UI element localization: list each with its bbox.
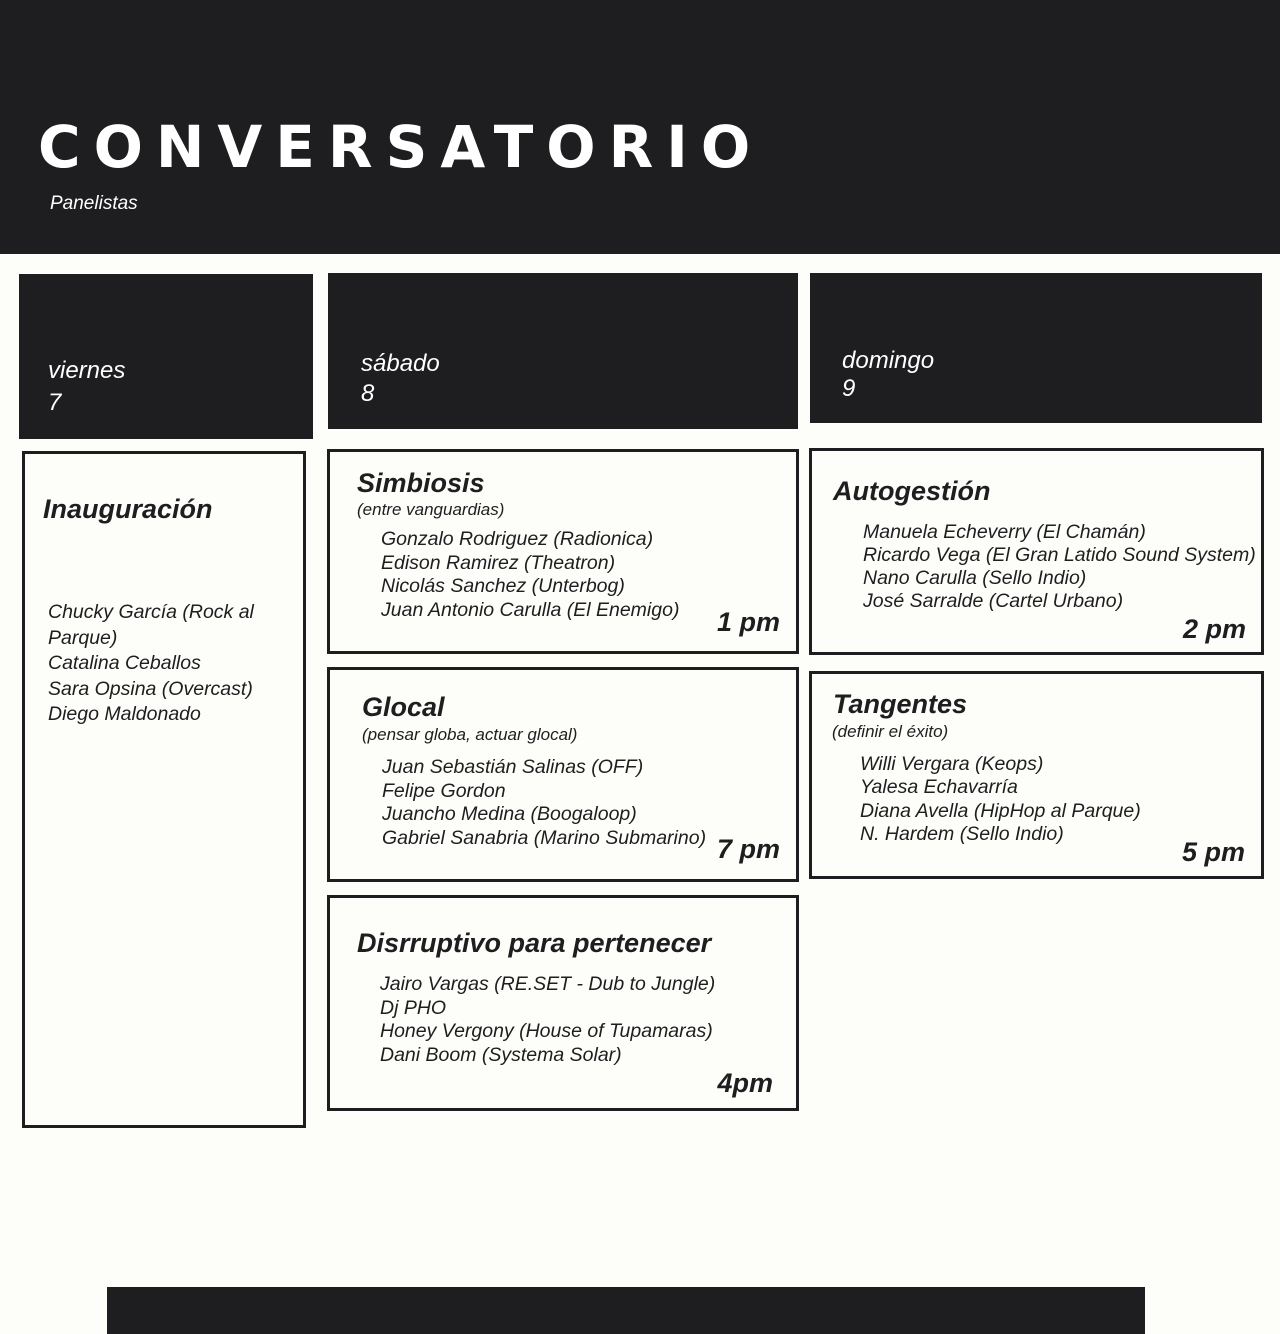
panelist: Catalina Ceballos	[48, 652, 201, 674]
panelist-list	[863, 521, 1256, 613]
panelist: Dj PHO	[380, 996, 447, 1019]
session-title: Tangentes	[833, 689, 968, 719]
day-name: viernes	[48, 357, 126, 384]
panelist-list	[382, 756, 706, 851]
session-glocal	[327, 667, 799, 882]
panelist: Nicolás Sanchez (Unterbog)	[381, 575, 625, 598]
panelist-list	[48, 600, 254, 728]
session-title: Glocal	[362, 692, 445, 722]
session-title: Inauguración	[43, 494, 213, 524]
day-header-sunday	[810, 273, 1262, 423]
panelist: Gonzalo Rodriguez (Radionica)	[381, 528, 654, 550]
day-header-friday	[19, 274, 313, 439]
day-name: sábado	[361, 350, 440, 377]
panelist: Juan Sebastián Salinas (OFF)	[382, 756, 644, 778]
session-subtitle: (pensar globa, actuar glocal)	[362, 725, 578, 744]
header-banner	[0, 0, 1280, 254]
panelist: Willi Vergara (Keops)	[860, 753, 1044, 775]
session-time: 1 pm	[716, 607, 780, 637]
session-title: Autogestión	[833, 476, 991, 506]
panelist: Nano Carulla (Sello Indio)	[863, 567, 1087, 589]
session-time: 5 pm	[1181, 837, 1245, 867]
day-header-saturday	[328, 273, 798, 429]
page-subtitle: Panelistas	[50, 193, 138, 214]
session-autogestion	[809, 448, 1264, 655]
session-inauguracion	[22, 451, 306, 1128]
panelist-list	[860, 753, 1141, 846]
session-tangentes	[809, 671, 1264, 879]
session-disrruptivo	[327, 895, 799, 1111]
session-time: 4pm	[717, 1068, 773, 1098]
panelist: Diego Maldonado	[48, 703, 201, 725]
session-simbiosis	[327, 449, 799, 654]
panelist: Diana Avella (HipHop al Parque)	[860, 799, 1141, 822]
panelist: Parque)	[48, 626, 118, 649]
panelist-list	[381, 528, 679, 623]
session-title: Simbiosis	[357, 468, 485, 498]
panelist: Yalesa Echavarría	[860, 776, 1018, 799]
page-title: CONVERSATORIO	[38, 113, 764, 181]
day-name: domingo	[842, 347, 935, 374]
panelist: Juan Antonio Carulla (El Enemigo)	[381, 599, 680, 622]
panelist: Juancho Medina (Boogaloop)	[382, 803, 637, 826]
session-time: 2 pm	[1182, 614, 1246, 644]
panelist: Edison Ramirez (Theatron)	[381, 551, 616, 574]
panelist: Sara Opsina (Overcast)	[48, 677, 253, 700]
day-number: 9	[842, 375, 856, 402]
panelist: Manuela Echeverry (El Chamán)	[863, 521, 1146, 543]
panelist: Felipe Gordon	[382, 779, 506, 802]
panelist: Gabriel Sanabria (Marino Submarino)	[382, 827, 707, 850]
panelist: Chucky García (Rock al	[48, 601, 254, 623]
panelist: José Sarralde (Cartel Urbano)	[863, 590, 1124, 612]
panelist: Dani Boom (Systema Solar)	[380, 1044, 622, 1067]
session-subtitle: (entre vanguardias)	[357, 500, 505, 519]
session-time: 7 pm	[716, 834, 780, 864]
day-number: 8	[361, 380, 375, 407]
panelist-list	[380, 973, 715, 1068]
session-subtitle: (definir el éxito)	[832, 722, 949, 741]
footer-bar	[107, 1287, 1145, 1334]
panelist: Jairo Vargas (RE.SET - Dub to Jungle)	[380, 973, 716, 995]
panelist: N. Hardem (Sello Indio)	[860, 822, 1064, 845]
panelist: Ricardo Vega (El Gran Latido Sound System)	[863, 544, 1256, 566]
panelist: Honey Vergony (House of Tupamaras)	[380, 1020, 713, 1043]
day-number: 7	[48, 389, 62, 416]
session-title: Disrruptivo para pertenecer	[357, 928, 712, 958]
